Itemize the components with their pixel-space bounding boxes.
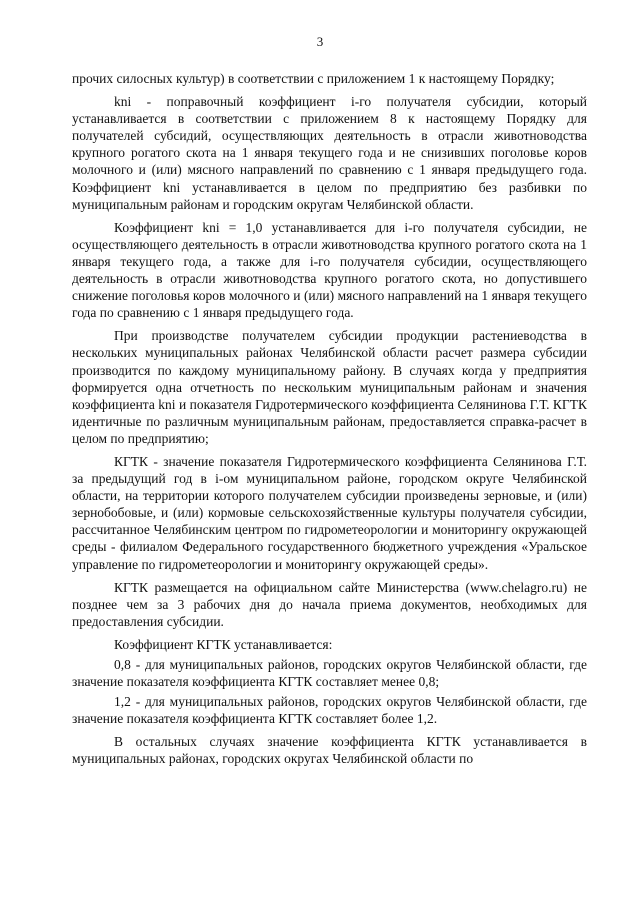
- paragraph-kgtk-high: 1,2 - для муниципальных районов, городских округов Челябинской области, где значение показателя коэффициента КГТК составляет более 1,2.: [72, 694, 587, 727]
- paragraph-kni-definition: kni - поправочный коэффициент i-го получателя субсидии, который устанавливается в соответствии с приложением 8 к настоящему Порядку для получателей субсидий, осуществляющих деятельность в отрасли животноводства крупного рогатого скота на 1 января текущего года и не снизивших поголовье коров молочного и (или) мясного направлений по сравнению с 1 января предыдущего года. Коэффициент kni устанавливается в целом по предприятию без разбивки по муниципальным районам и городским округам Челябинской области.: [72, 94, 587, 212]
- page-number: 3: [316, 34, 324, 49]
- paragraph-kgtk-low: 0,8 - для муниципальных районов, городских округов Челябинской области, где значение показателя коэффициента КГТК составляет менее 0,8;: [72, 657, 587, 690]
- paragraph-continuation: прочих силосных культур) в соответствии с приложением 1 к настоящему Порядку;: [72, 71, 555, 86]
- document-body: [72, 70, 587, 768]
- paragraph-multiple-districts: При производстве получателем субсидии продукции растениеводства в нескольких муниципальных районах Челябинской области расчет размера субсидии производится по каждому муниципальному району. В случаях когда у предприятия формируется одна отчетность по нескольким муниципальным районам и значения коэффициента kni и показателя Гидротермического коэффициента Селянинова Г.Т. КГТК идентичные по различным муниципальным районам, предоставляется справка-расчет в целом по предприятию;: [72, 328, 587, 446]
- paragraph-kgtk-other: В остальных случаях значение коэффициента КГТК устанавливается в муниципальных районах, городских округах Челябинской области по: [72, 734, 587, 767]
- paragraph-kgtk-publication: КГТК размещается на официальном сайте Министерства (www.chelagro.ru) не позднее чем за 3 рабочих дня до начала приема документов, необходимых для предоставления субсидии.: [72, 579, 587, 629]
- paragraph-kgtk-intro: Коэффициент КГТК устанавливается:: [114, 636, 333, 652]
- paragraph-kni-default: Коэффициент kni = 1,0 устанавливается для i-го получателя субсидии, не осуществляющего деятельность в отрасли животноводства крупного рогатого скота на 1 января текущего года, а также для i-го получателя субсидии, осуществляющего деятельность в отрасли животноводства крупного рогатого скота, но допустившего снижение поголовья коров молочного и (или) мясного направлений на 1 января текущего года по сравнению с 1 января предыдущего года.: [72, 219, 587, 321]
- paragraph-kgtk-definition: КГТК - значение показателя Гидротермического коэффициента Селянинова Г.Т. за предыдущий год в i-ом муниципальном районе, городском округе Челябинской области, на территории которого получателем субсидии произведены зерновые, и (или) зернобобовые, и (или) кормовые сельскохозяйственные культуры получателя субсидии, рассчитанное Челябинским центром по гидрометеорологии и мониторингу окружающей среды - филиалом Федерального государственного бюджетного учреждения «Уральское управление по гидрометеорологии и мониторингу окружающей среды».: [72, 453, 587, 572]
